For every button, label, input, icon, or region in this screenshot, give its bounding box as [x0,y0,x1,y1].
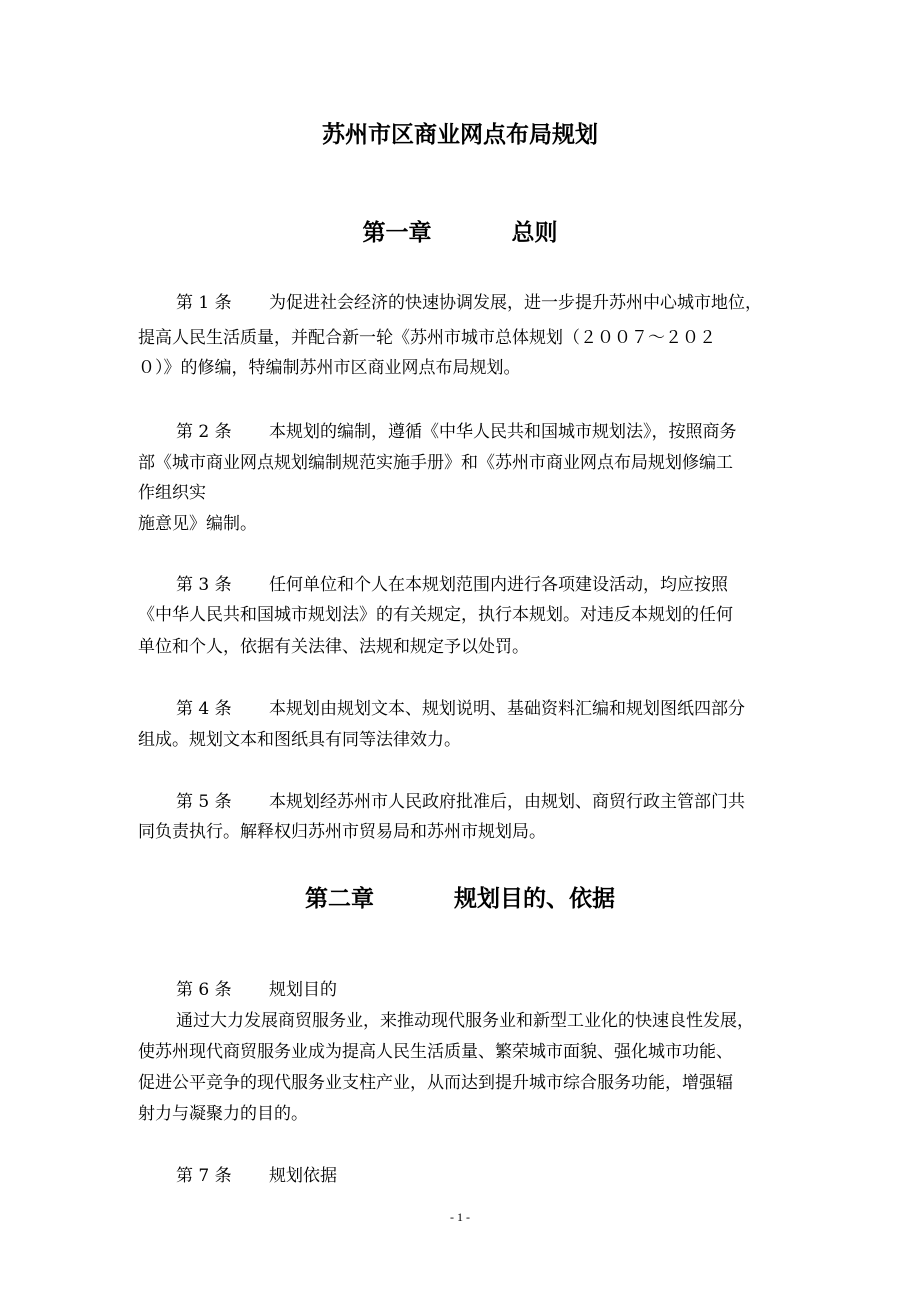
article-6-line-4: 促进公平竞争的现代服务业支柱产业，从而达到提升城市综合服务功能，增强辐 [138,1073,733,1093]
article-4-label: 第 4 条 [176,699,232,719]
chapter-2-title: 规划目的、依据 [454,886,615,912]
article-6-heading: 规划目的 [269,980,337,1000]
article-7-heading: 规划依据 [269,1166,337,1186]
article-6-line-2: 通过大力发展商贸服务业，来推动现代服务业和新型工业化的快速良性发展， [176,1011,754,1031]
document-title: 苏州市区商业网点布局规划 [322,122,598,148]
article-2-label: 第 2 条 [176,422,232,442]
article-3-line-2: 《中华人民共和国城市规划法》的有关规定，执行本规划。对违反本规划的任何 [138,605,733,625]
article-6-line-3: 使苏州现代商贸服务业成为提高人民生活质量、繁荣城市面貌、强化城市功能、 [138,1042,733,1062]
article-6-line-5: 射力与凝聚力的目的。 [138,1104,308,1124]
article-1-line-3: ０）》的修编，特编制苏州市区商业网点布局规划。 [138,358,521,378]
article-1-label: 第 1 条 [176,293,232,313]
article-5-line-2: 同负责执行。解释权归苏州市贸易局和苏州市规划局。 [138,822,546,842]
article-6-line-1 [176,979,836,1001]
article-2-line-3: 作组织实 [138,483,206,503]
chapter-1-heading [0,218,920,248]
chapter-2-number: 第二章 [305,886,374,912]
article-5-line-1: 第 5 条 本规划经苏州市人民政府批准后，由规划、商贸行政主管部门共 [176,792,745,812]
article-2-line-2: 部《城市商业网点规划编制规范实施手册》和《苏州市商业网点布局规划修编工 [138,453,733,473]
article-1-line-2: 提高人民生活质量，并配合新一轮《苏州市城市总体规划（２００７～２０２ [138,328,716,348]
chapter-1-number: 第一章 [362,220,432,246]
article-6-label: 第 6 条 [176,980,232,1000]
article-4-line-1: 第 4 条 本规划由规划文本、规划说明、基础资料汇编和规划图纸四部分 [176,699,745,719]
article-7-line-1 [176,1165,836,1187]
page-number: - 1 - [450,1210,470,1224]
article-1-line-1: 第 1 条 为促进社会经济的快速协调发展，进一步提升苏州中心城市地位， [176,293,762,313]
article-5-label: 第 5 条 [176,792,232,812]
article-7-label: 第 7 条 [176,1166,232,1186]
article-2-line-1: 第 2 条 本规划的编制，遵循《中华人民共和国城市规划法》，按照商务 [176,422,737,442]
article-3-line-1: 第 3 条 任何单位和个人在本规划范围内进行各项建设活动，均应按照 [176,575,728,595]
chapter-2-heading [0,884,920,914]
article-2-line-4: 施意见》编制。 [138,514,257,534]
article-3-line-3: 单位和个人，依据有关法律、法规和规定予以处罚。 [138,637,529,657]
chapter-1-title: 总则 [511,220,558,246]
article-3-label: 第 3 条 [176,575,232,595]
article-4-line-2: 组成。规划文本和图纸具有同等法律效力。 [138,730,461,750]
